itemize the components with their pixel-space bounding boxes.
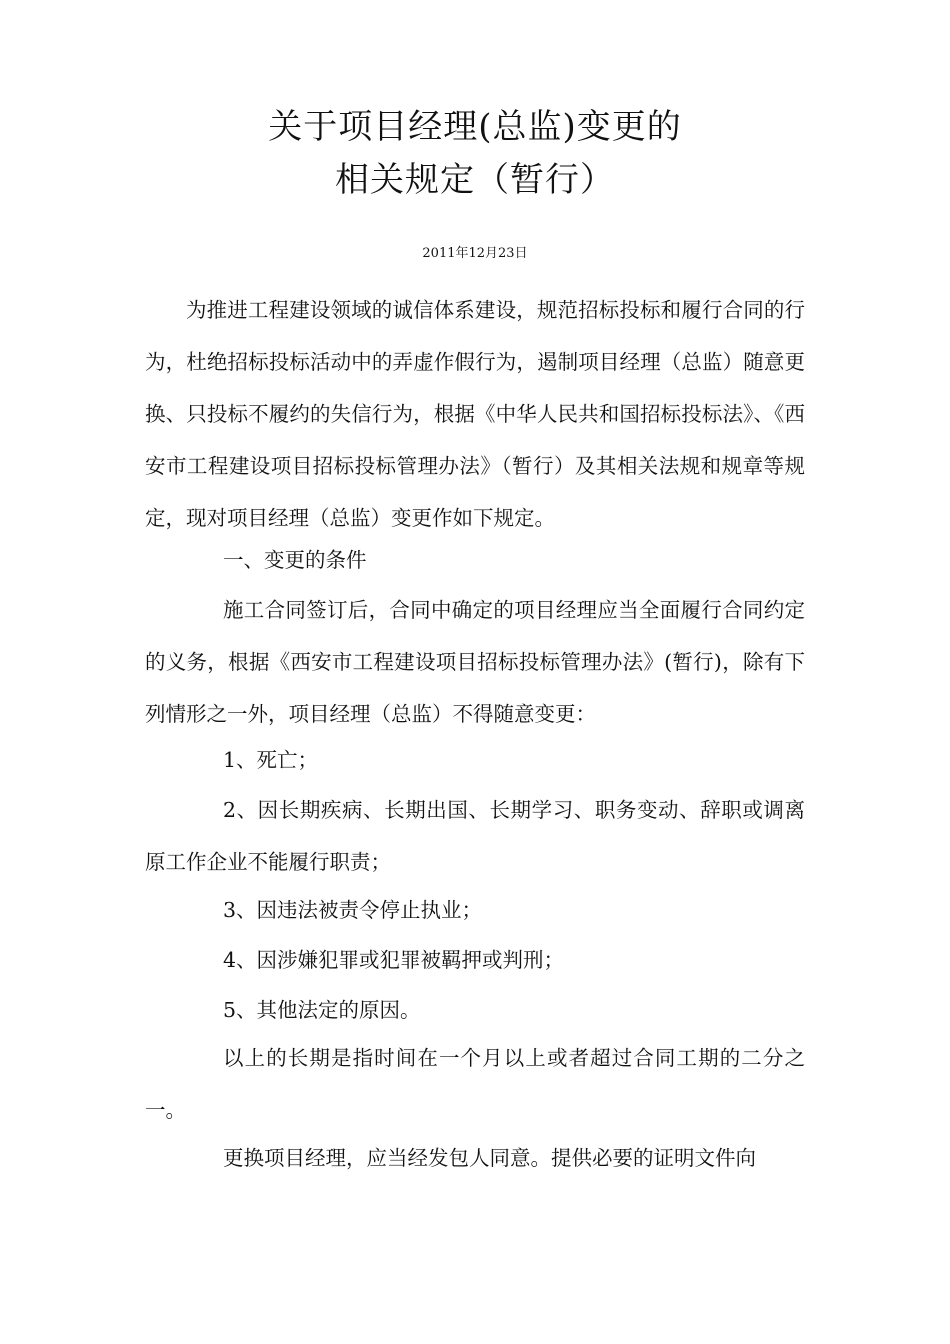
intro-paragraph: 为推进工程建设领域的诚信体系建设，规范招标投标和履行合同的行为，杜绝招标投标活动中的弄虚作假行为，遏制项目经理（总监）随意更换、只投标不履约的失信行为，根据《中华人民共和国招标投标法》、《西安市工程建设项目招标投标管理办法》（暂行）及其相关法规和规章等规定，现对项目经理（总监）变更作如下规定。 (145, 298, 805, 530)
document-title-line-2: 相关规定（暂行） (335, 160, 615, 200)
document-title-line-1: 关于项目经理(总监)变更的 (268, 107, 682, 147)
list-item-5: 5、其他法定的原因。 (223, 998, 421, 1022)
replacement-paragraph: 更换项目经理，应当经发包人同意。提供必要的证明文件向 (223, 1146, 756, 1170)
list-item-3: 3、因违法被责令停止执业； (223, 898, 483, 922)
list-item-4: 4、因涉嫌犯罪或犯罪被羁押或判刑； (223, 948, 565, 972)
section-heading-conditions: 一、变更的条件 (223, 548, 367, 572)
definition-paragraph: 以上的长期是指时间在一个月以上或者超过合同工期的二分之一。 (145, 1046, 805, 1122)
document-date: 2011年12月23日 (422, 246, 528, 261)
list-item-1: 1、死亡； (223, 748, 319, 772)
list-item-2: 2、因长期疾病、长期出国、长期学习、职务变动、辞职或调离原工作企业不能履行职责； (145, 798, 805, 874)
conditions-paragraph: 施工合同签订后，合同中确定的项目经理应当全面履行合同约定的义务，根据《西安市工程建设项目招标投标管理办法》(暂行)，除有下列情形之一外，项目经理（总监）不得随意变更： (145, 598, 805, 726)
